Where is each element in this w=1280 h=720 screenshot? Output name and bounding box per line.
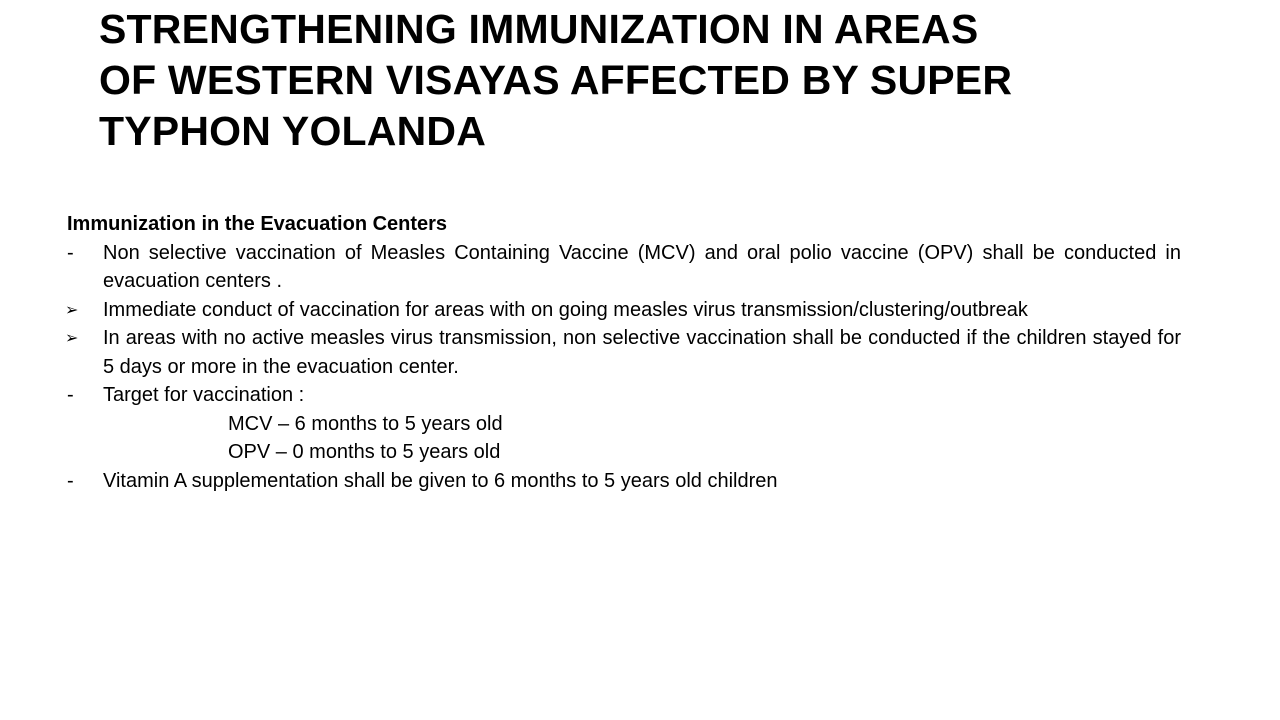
bullet-text: Immediate conduct of vaccination for areas with on going measles virus transmission/clustering/outbreak: [103, 298, 1028, 321]
bullet-text: In areas with no active measles virus transmission, non selective vaccination shall be conducted if the children stayed for 5 days or more in the evacuation center.: [103, 327, 1181, 378]
dash-bullet: -: [67, 384, 74, 406]
dash-bullet: -: [67, 241, 74, 264]
bullet-item-mcv-opv: [67, 239, 1181, 296]
section-heading: Immunization in the Evacuation Centers: [67, 213, 448, 235]
bullet-item-vitamin-a: [67, 467, 1181, 496]
bullet-text: Target for vaccination :: [103, 384, 305, 406]
slide-body: [67, 210, 1181, 495]
bullet-text: Non selective vaccination of Measles Containing Vaccine (MCV) and oral polio vaccine (OPV) shall be conducted in evacuation centers .: [103, 241, 1181, 292]
target-mcv: MCV – 6 months to 5 years old: [228, 412, 503, 435]
arrow-bullet-icon: ➢: [65, 299, 79, 319]
bullet-item-no-active-transmission: [67, 324, 1181, 381]
slide-title: STRENGTHENING IMMUNIZATION IN AREAS OF WESTERN VISAYAS AFFECTED BY SUPER TYPHON YOLANDA: [99, 6, 1013, 154]
dash-bullet: -: [67, 469, 74, 492]
bullet-text: Vitamin A supplementation shall be given to 6 months to 5 years old children: [103, 469, 778, 492]
bullet-item-target: [67, 381, 1181, 410]
arrow-bullet-icon: ➢: [65, 328, 79, 347]
bullet-item-immediate-conduct: [67, 296, 1181, 325]
target-opv: OPV – 0 months to 5 years old: [228, 441, 501, 463]
